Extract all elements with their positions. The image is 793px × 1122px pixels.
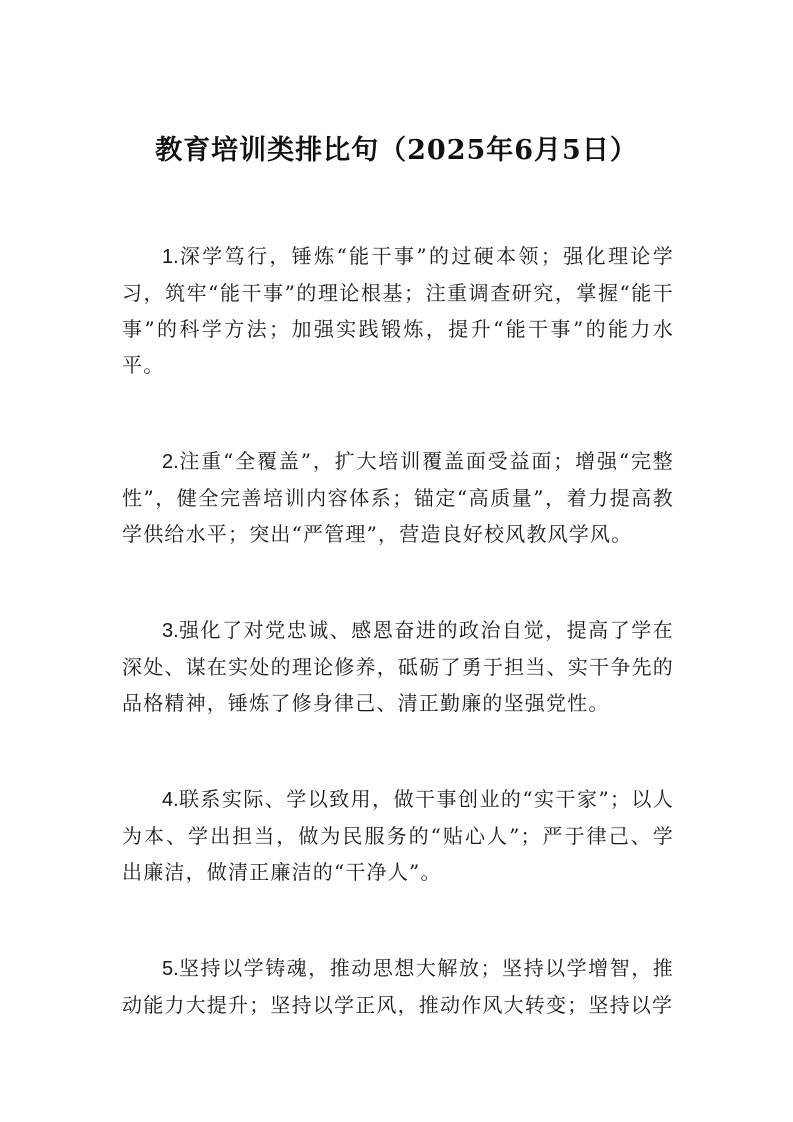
- paragraph-text: 坚持以学铸魂，推动思想大解放；坚持以学增智，推动能力大提升；坚持以学正风，推动作风大转变；坚持以学: [122, 956, 674, 1017]
- document-body: [122, 238, 674, 1083]
- paragraph-1: [122, 238, 674, 383]
- paragraph-text: 深学笃行，锤炼“能干事”的过硬本领；强化理论学习，筑牢“能干事”的理论根基；注重调查研究，掌握“能干事”的科学方法；加强实践锻炼，提升“能干事”的能力水平。: [122, 244, 674, 377]
- paragraph-text: 强化了对党忠诚、感恩奋进的政治自觉，提高了学在深处、谋在实处的理论修养，砥砺了勇于担当、实干争先的品格精神，锤炼了修身律己、清正勤廉的坚强党性。: [122, 618, 674, 715]
- document-title: 教育培训类排比句（2025年6月5日）: [155, 135, 638, 166]
- paragraph-text: 联系实际、学以致用，做干事创业的“实干家”；以人为本、学出担当，做为民服务的“贴心人”；严于律己、学出廉洁，做清正廉洁的“干净人”。: [122, 787, 674, 884]
- paragraph-number: 4.: [162, 789, 179, 811]
- paragraph-3: [122, 612, 674, 721]
- paragraph-number: 3.: [162, 620, 179, 642]
- paragraph-4: [122, 781, 674, 890]
- paragraph-number: 5.: [162, 958, 179, 980]
- paragraph-2: [122, 443, 674, 552]
- paragraph-text: 注重“全覆盖”，扩大培训覆盖面受益面；增强“完整性”，健全完善培训内容体系；锚定“高质量”，着力提高教学供给水平；突出“严管理”，营造良好校风教风学风。: [122, 449, 674, 546]
- paragraph-5: [122, 950, 674, 1023]
- paragraph-number: 2.: [162, 451, 179, 473]
- paragraph-number: 1.: [162, 246, 179, 268]
